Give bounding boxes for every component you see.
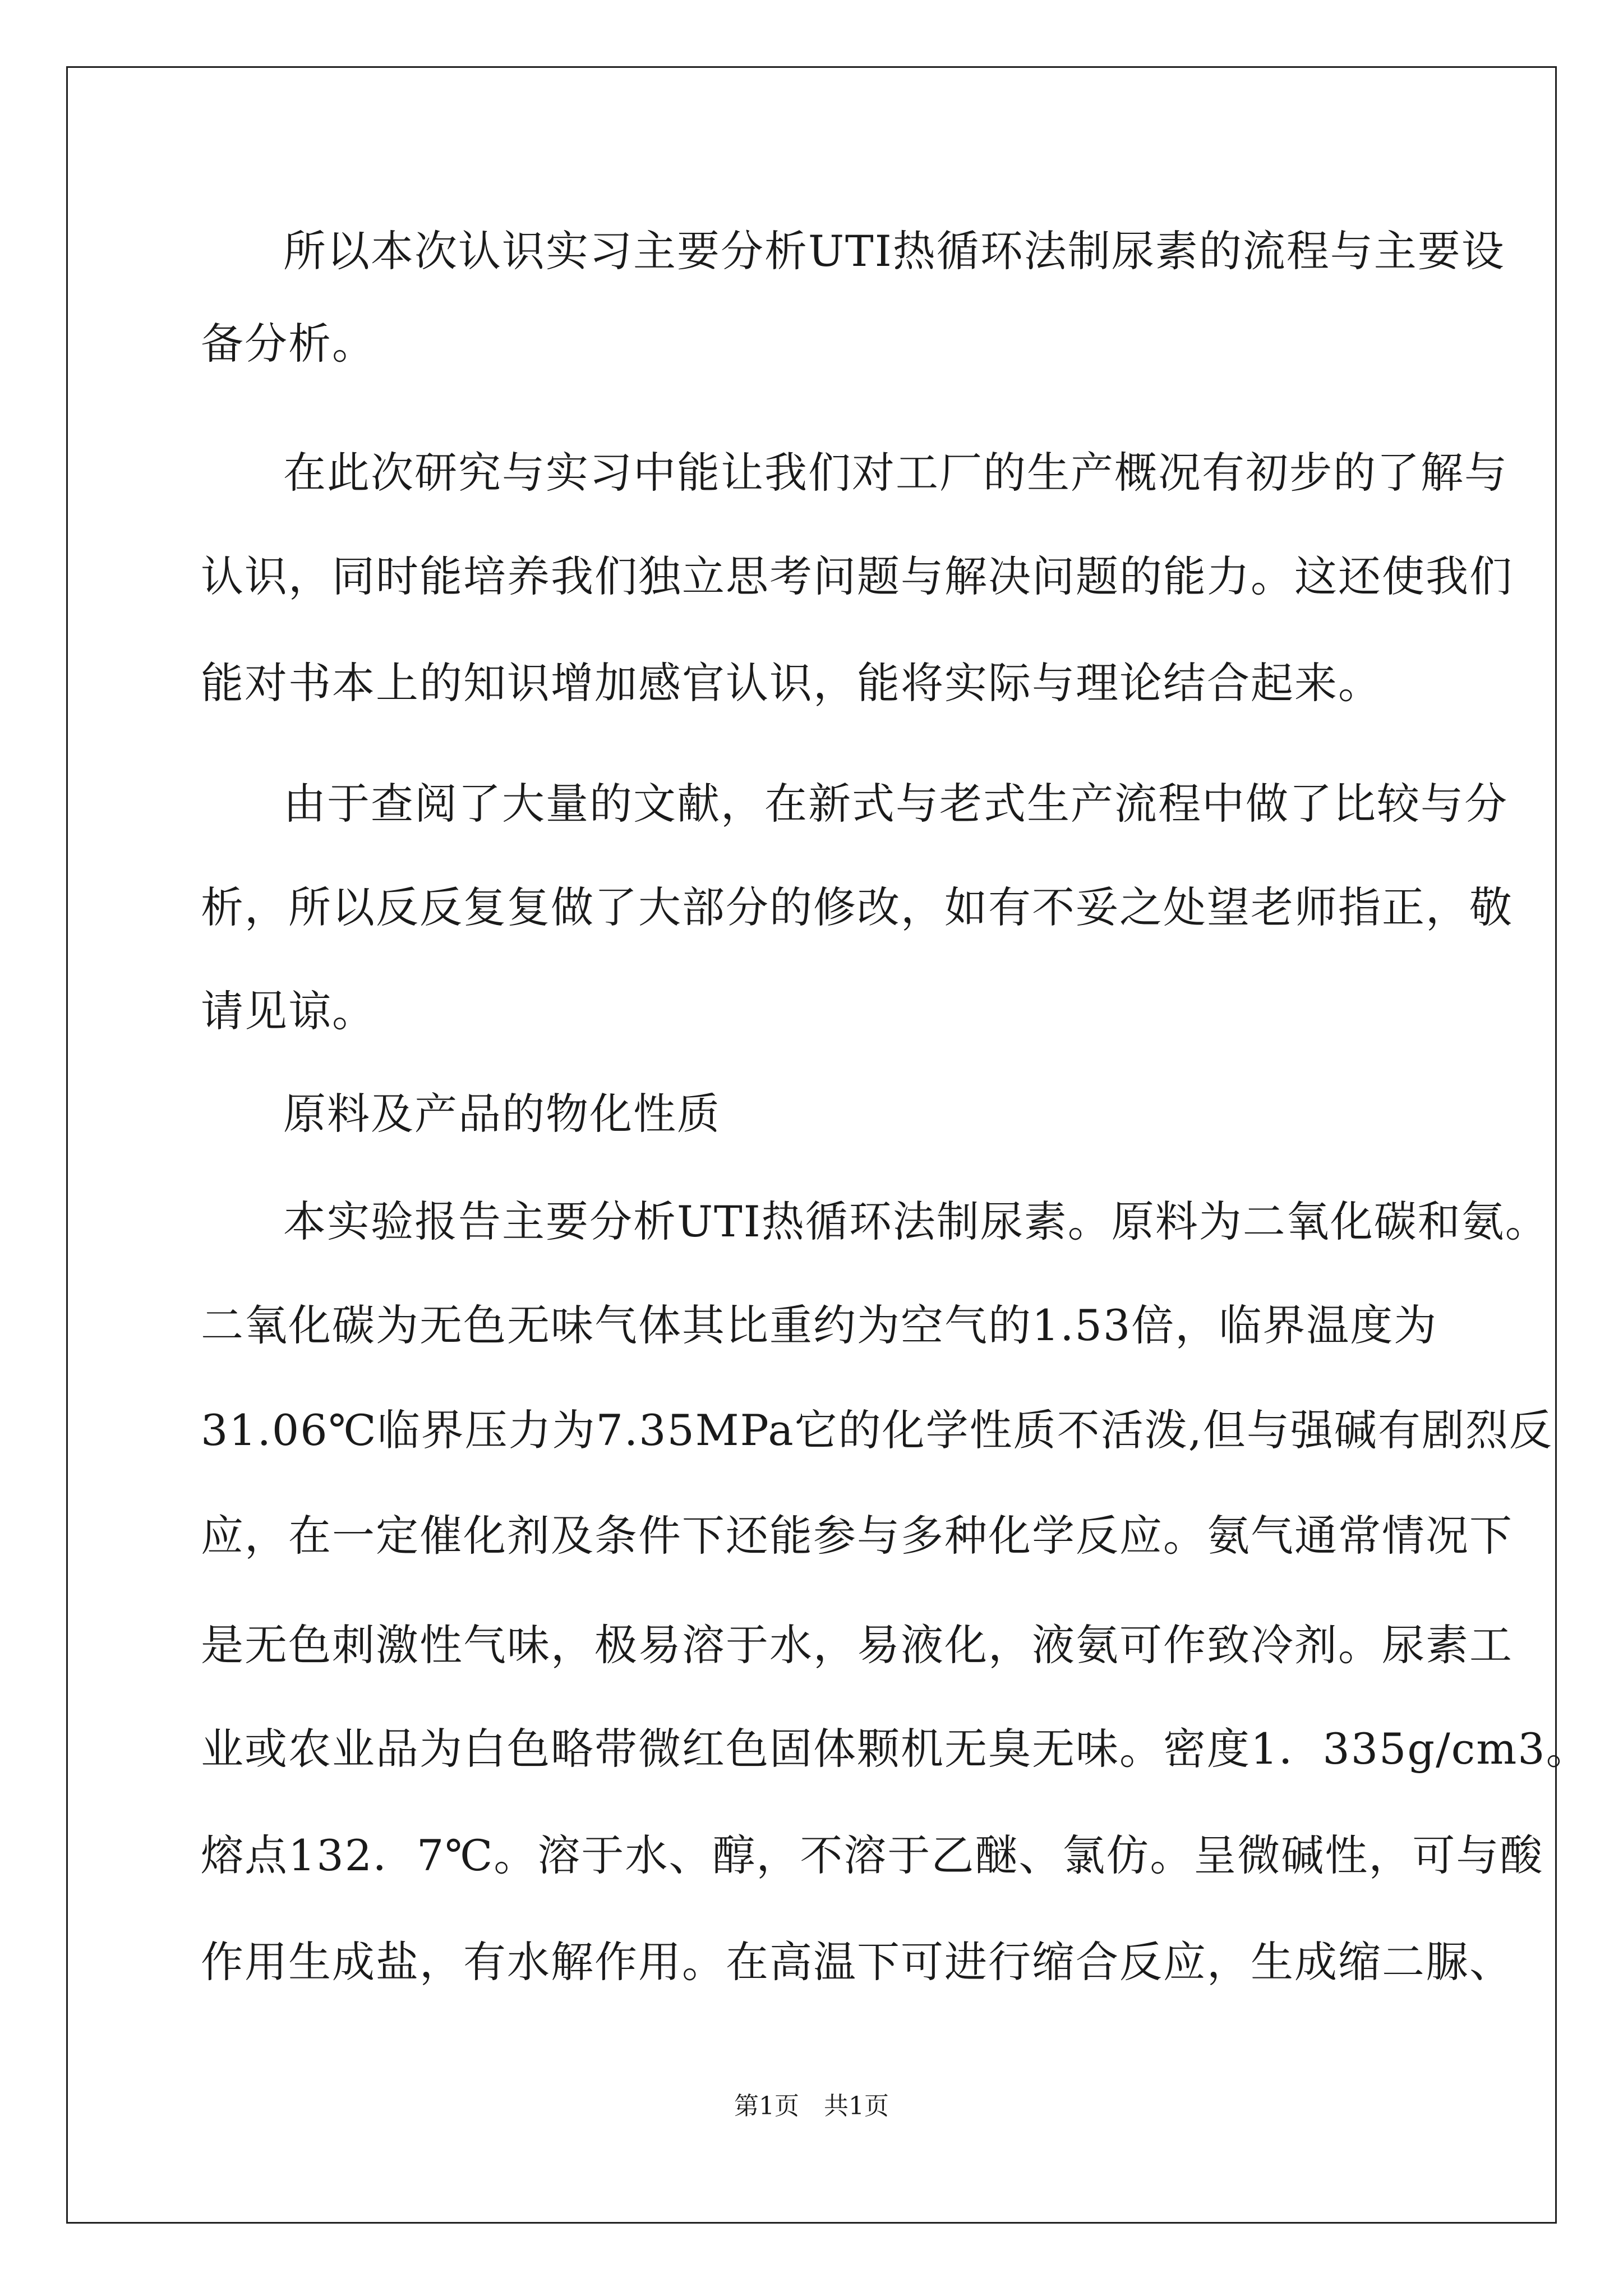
paragraph-3-line-2: 析，所以反反复复做了大部分的修改，如有不妥之处望老师指正，敬 bbox=[201, 882, 1513, 932]
paragraph-4-line-6: 业或农业品为白色略带微红色固体颗机无臭无味。密度1．335g/cm3。 bbox=[201, 1724, 1590, 1774]
paragraph-1-line-2: 备分析。 bbox=[201, 319, 376, 369]
paragraph-2-line-1: 在此次研究与实习中能让我们对工厂的生产概况有初步的了解与 bbox=[283, 448, 1508, 498]
section-heading: 原料及产品的物化性质 bbox=[283, 1089, 721, 1139]
paragraph-4-line-1: 本实验报告主要分析UTI热循环法制尿素。原料为二氧化碳和氨。 bbox=[283, 1197, 1549, 1246]
paragraph-2-line-3: 能对书本上的知识增加感官认识，能将实际与理论结合起来。 bbox=[201, 658, 1382, 708]
page-number-footer: 第1页 共1页 bbox=[734, 2092, 889, 2120]
paragraph-4-line-8: 作用生成盐，有水解作用。在高温下可进行缩合反应，生成缩二脲、 bbox=[201, 1937, 1513, 1987]
paragraph-4-line-4: 应，在一定催化剂及条件下还能参与多种化学反应。氨气通常情况下 bbox=[201, 1511, 1513, 1561]
paragraph-3-line-3: 请见谅。 bbox=[201, 986, 376, 1036]
paragraph-4-line-7: 熔点132．7℃。溶于水、醇，不溶于乙醚、氯仿。呈微碱性，可与酸 bbox=[201, 1830, 1544, 1880]
paragraph-4-line-5: 是无色刺激性气味，极易溶于水，易液化，液氨可作致冷剂。尿素工 bbox=[201, 1620, 1513, 1670]
page-border bbox=[66, 66, 1557, 2224]
paragraph-3-line-1: 由于查阅了大量的文献，在新式与老式生产流程中做了比较与分 bbox=[283, 779, 1508, 829]
paragraph-1-line-1: 所以本次认识实习主要分析UTI热循环法制尿素的流程与主要设 bbox=[283, 226, 1505, 276]
paragraph-4-line-3: 31.06℃临界压力为7.35MPa它的化学性质不活泼,但与强碱有剧烈反 bbox=[201, 1405, 1553, 1455]
paragraph-4-line-2: 二氧化碳为无色无味气体其比重约为空气的1.53倍，临界温度为 bbox=[201, 1300, 1438, 1350]
paragraph-2-line-2: 认识，同时能培养我们独立思考问题与解决问题的能力。这还使我们 bbox=[201, 551, 1513, 601]
